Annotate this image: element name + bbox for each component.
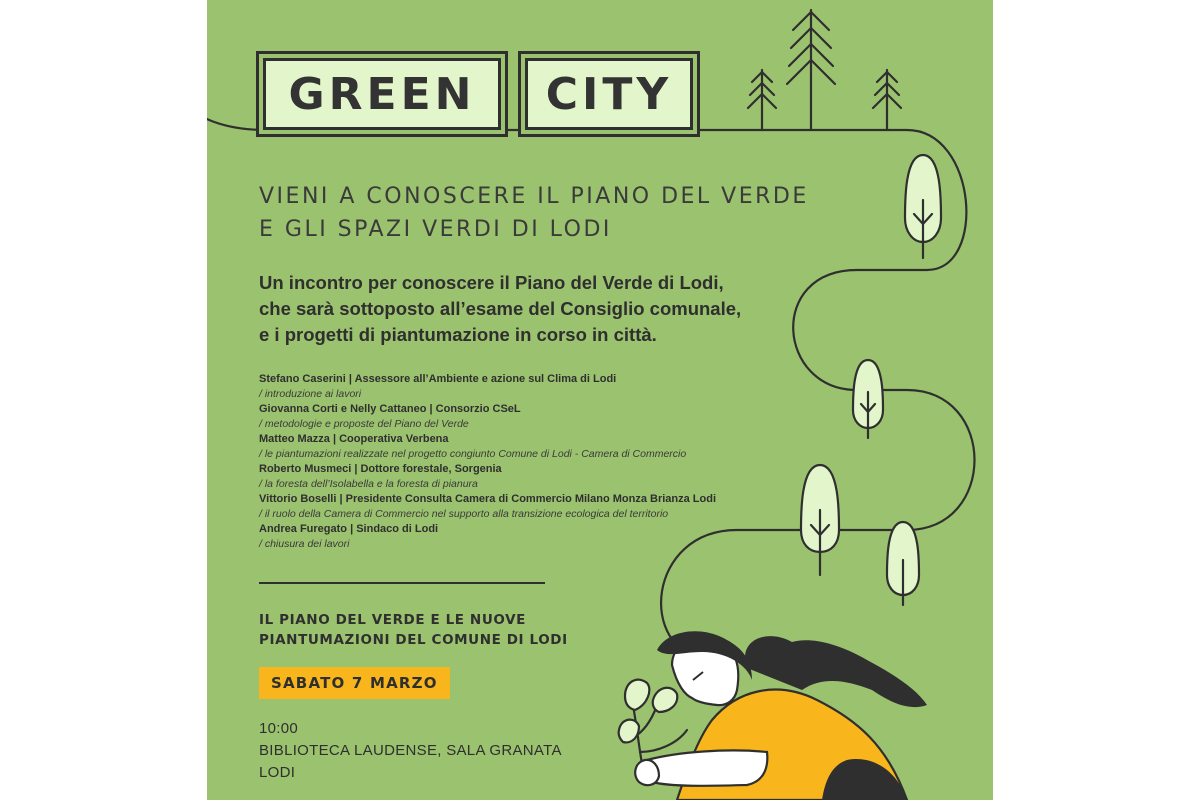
speaker-list	[259, 372, 779, 552]
event-info	[259, 718, 562, 784]
person-illustration-icon	[619, 631, 927, 800]
speaker-topic: / il ruolo della Camera di Commercio nel supporto alla transizione ecologica del territorio	[259, 508, 669, 520]
speaker-item	[259, 492, 779, 522]
intro-paragraph	[259, 270, 741, 348]
speaker-item	[259, 432, 779, 462]
subtitle-line: VIENI A CONOSCERE IL PIANO DEL VERDE	[259, 184, 809, 209]
speaker-name: Andrea Furegato | Sindaco di Lodi	[259, 523, 439, 535]
speaker-name: Vittorio Boselli | Presidente Consulta Camera di Commercio Milano Monza Brianza Lodi	[259, 493, 717, 505]
speaker-name: Stefano Caserini | Assessore all’Ambiente e azione sul Clima di Lodi	[259, 373, 617, 385]
speaker-name: Matteo Mazza | Cooperativa Verbena	[259, 433, 449, 445]
tree-icon	[887, 522, 919, 605]
event-city: LODI	[259, 764, 296, 781]
title-box-city	[525, 58, 693, 130]
tree-icon	[853, 360, 883, 438]
speaker-topic: / le piantumazioni realizzate nel progetto congiunto Comune di Lodi - Camera di Commercio	[259, 448, 687, 460]
speaker-item	[259, 402, 779, 432]
speaker-name: Giovanna Corti e Nelly Cattaneo | Consorzio CSeL	[259, 403, 521, 415]
speaker-topic: / introduzione ai lavori	[259, 388, 362, 400]
divider	[259, 582, 545, 584]
event-time: 10:00	[259, 720, 299, 737]
event-venue: BIBLIOTECA LAUDENSE, SALA GRANATA	[259, 742, 562, 759]
speaker-item	[259, 462, 779, 492]
tree-icon	[801, 465, 839, 575]
title-box-green	[263, 58, 501, 130]
leaf-icon	[619, 680, 678, 743]
speaker-name: Roberto Musmeci | Dottore forestale, Sorgenia	[259, 463, 502, 475]
intro-line: e i progetti di piantumazione in corso in città.	[259, 324, 657, 345]
event-title-line: IL PIANO DEL VERDE E LE NUOVE	[259, 612, 526, 628]
event-poster	[207, 0, 993, 800]
tree-icon	[905, 155, 941, 258]
speaker-topic: / metodologie e proposte del Piano del Verde	[259, 418, 469, 430]
intro-line: che sarà sottoposto all’esame del Consiglio comunale,	[259, 298, 742, 319]
speaker-item	[259, 522, 779, 552]
winding-path-line	[207, 60, 975, 660]
date-badge: SABATO 7 MARZO	[259, 667, 450, 699]
pine-tree-icon	[787, 10, 835, 130]
title-word-green: GREEN	[288, 68, 476, 120]
title-word-city: CITY	[545, 68, 673, 120]
subtitle-line: E GLI SPAZI VERDI DI LODI	[259, 217, 612, 242]
speaker-item	[259, 372, 779, 402]
pine-tree-icon	[873, 70, 901, 130]
subtitle	[259, 180, 809, 246]
event-title-line: PIANTUMAZIONI DEL COMUNE DI LODI	[259, 632, 568, 648]
intro-line: Un incontro per conoscere il Piano del Verde di Lodi,	[259, 272, 724, 293]
speaker-topic: / la foresta dell’Isolabella e la foresta di pianura	[259, 478, 478, 490]
pine-tree-icon	[748, 70, 776, 130]
speaker-topic: / chiusura dei lavori	[259, 538, 350, 550]
event-title	[259, 610, 568, 650]
